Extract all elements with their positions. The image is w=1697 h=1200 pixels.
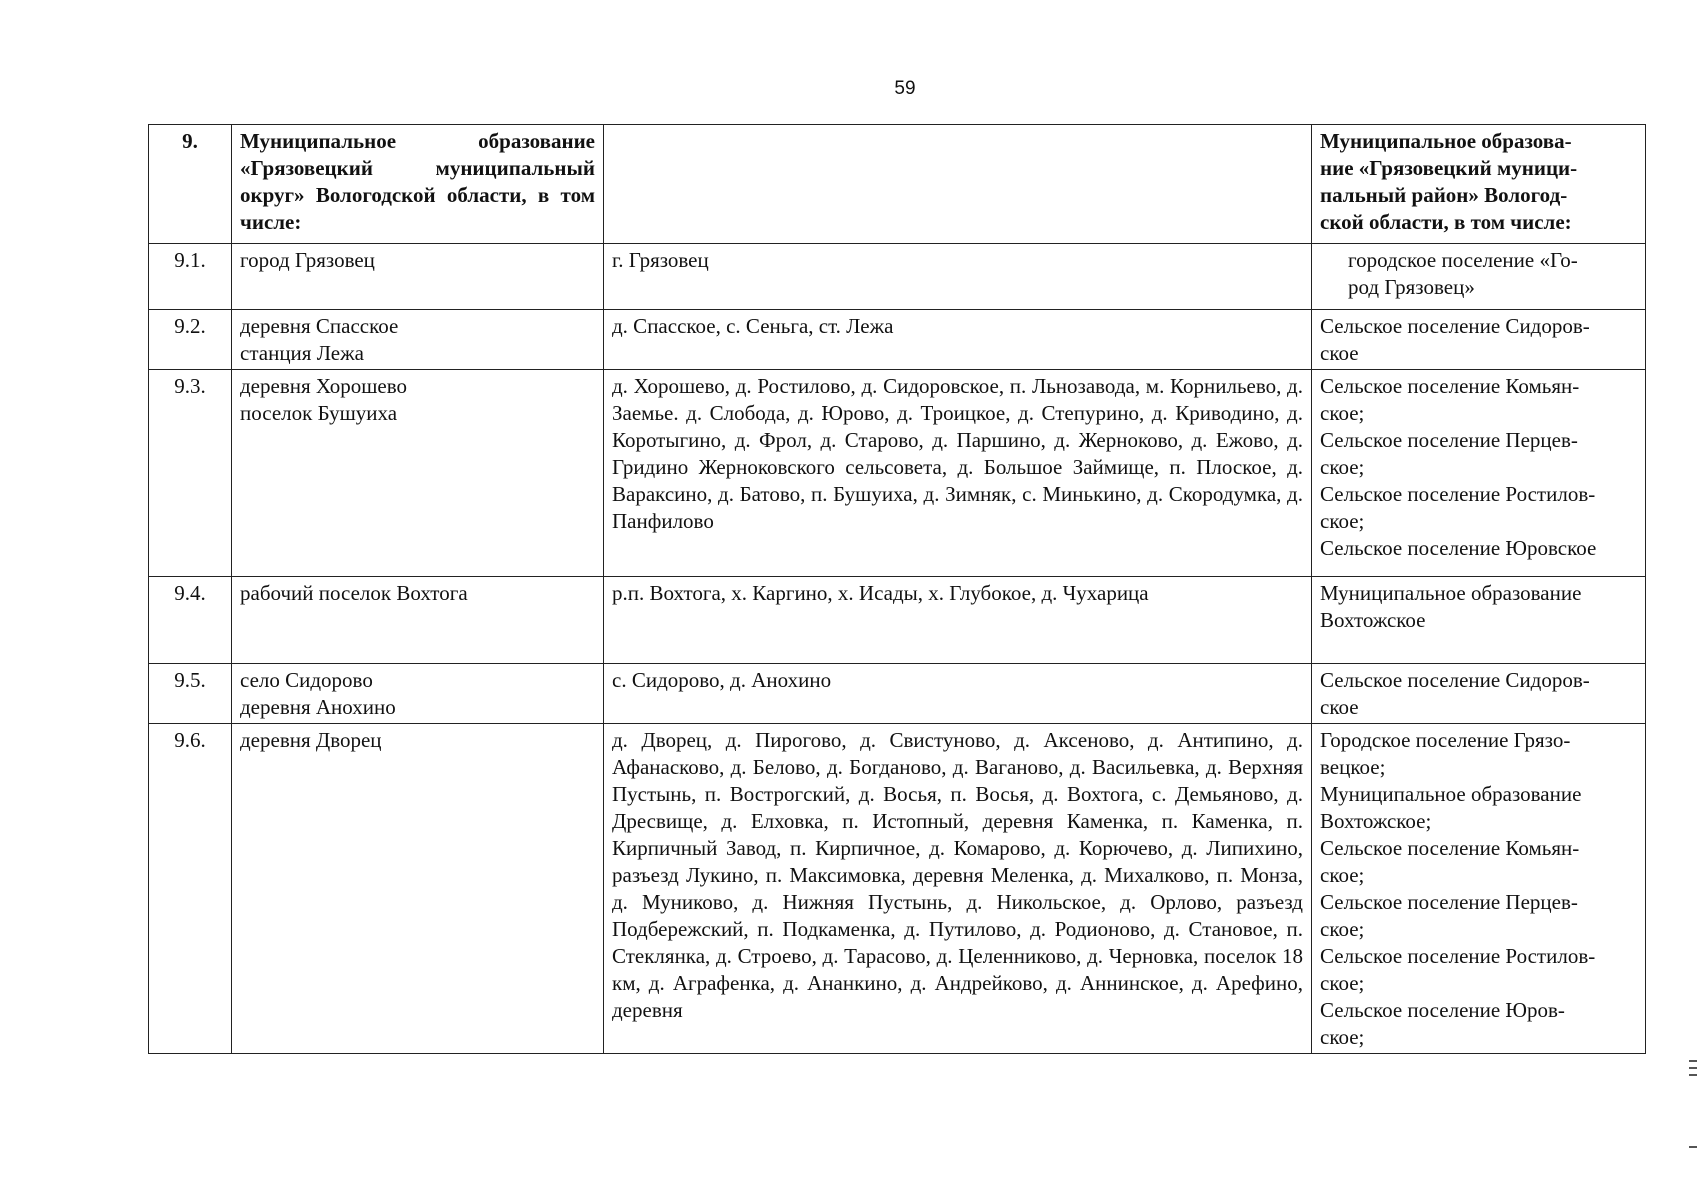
former-line: ское;	[1320, 455, 1365, 479]
former-municipality	[1312, 244, 1646, 310]
row-number: 9.6.	[149, 724, 232, 1054]
former-line: ское;	[1320, 401, 1365, 425]
former-line: Вохтожское	[1320, 608, 1426, 632]
former-line: Сельское поселение Перцев-	[1320, 890, 1578, 914]
former-line: ское	[1320, 695, 1359, 719]
former-municipality	[1312, 125, 1646, 244]
former-line: ской области, в том числе:	[1320, 210, 1572, 234]
former-line: ское;	[1320, 509, 1365, 533]
former-line: Сельское поселение Сидоров-	[1320, 668, 1590, 692]
table-row	[149, 664, 1646, 724]
row-number: 9.5.	[149, 664, 232, 724]
municipal-unit-name	[232, 724, 604, 1054]
former-line: Сельское поселение Комьян-	[1320, 374, 1580, 398]
settlements-list: д. Хорошево, д. Ростилово, д. Сидоровское, п. Льнозавода, м. Корнильево, д. Заемье. д. Слобода, д. Юрово, д. Троицкое, д. Степурино, д. Криводино, д. Коротыгино, д. Фрол, д. Старово, д. Паршино, д. Жерноково, д. Ежово, д. Гридино Жерноковского сельсовета, д. Большое Займище, п. Плоское, д. Вараксино, д. Батово, п. Бушуиха, д. Зимняк, с. Минькино, д. Скородумка, д. Панфилово	[604, 370, 1312, 577]
former-line: Сельское поселение Перцев-	[1320, 428, 1578, 452]
former-line: ское	[1320, 341, 1359, 365]
former-municipality	[1312, 664, 1646, 724]
former-line: ское;	[1320, 1025, 1365, 1049]
name-line: город Грязовец	[240, 248, 375, 272]
former-municipality	[1312, 370, 1646, 577]
name-line: деревня Хорошево	[240, 374, 407, 398]
table-row	[149, 310, 1646, 370]
name-line: Муниципальное образование «Грязовецкий муниципальный округ» Вологодской области, в том числе:	[240, 129, 595, 234]
row-number: 9.2.	[149, 310, 232, 370]
former-line: Сельское поселение Юров-	[1320, 998, 1565, 1022]
former-line: Вохтожское;	[1320, 809, 1432, 833]
former-municipality	[1312, 310, 1646, 370]
name-line: станция Лежа	[240, 341, 364, 365]
municipal-unit-name	[232, 125, 604, 244]
table-row	[149, 370, 1646, 577]
name-line: деревня Спасское	[240, 314, 399, 338]
former-line: вецкое;	[1320, 755, 1386, 779]
former-line: ское;	[1320, 917, 1365, 941]
table-row	[149, 577, 1646, 664]
name-line: деревня Анохино	[240, 695, 396, 719]
settlements-list: д. Спасское, с. Сеньга, ст. Лежа	[604, 310, 1312, 370]
former-line: городское поселение «Го-	[1348, 248, 1578, 272]
former-line: пальный район» Вологод-	[1320, 183, 1568, 207]
name-line: село Сидорово	[240, 668, 373, 692]
page-number: 59	[894, 78, 916, 99]
table-row	[149, 244, 1646, 310]
scan-edge-marks	[1689, 1060, 1697, 1153]
table-row	[149, 724, 1646, 1054]
former-line: Сельское поселение Сидоров-	[1320, 314, 1590, 338]
settlements-list: р.п. Вохтога, х. Каргино, х. Исады, х. Глубокое, д. Чухарица	[604, 577, 1312, 664]
table-row	[149, 125, 1646, 244]
former-municipality	[1312, 724, 1646, 1054]
former-line: Сельское поселение Юровское	[1320, 536, 1597, 560]
former-line: Муниципальное образова-	[1320, 129, 1572, 153]
row-number: 9.1.	[149, 244, 232, 310]
former-line: род Грязовец»	[1348, 275, 1475, 299]
row-number: 9.3.	[149, 370, 232, 577]
former-line: Городское поселение Грязо-	[1320, 728, 1571, 752]
municipal-unit-name	[232, 310, 604, 370]
former-line: Сельское поселение Комьян-	[1320, 836, 1580, 860]
former-line: Сельское поселение Ростилов-	[1320, 944, 1596, 968]
former-line: ское;	[1320, 971, 1365, 995]
former-line: ние «Грязовецкий муници-	[1320, 156, 1578, 180]
settlements-list: д. Дворец, д. Пирогово, д. Свистуново, д. Аксеново, д. Антипино, д. Афанасково, д. Белово, д. Богданово, д. Ваганово, д. Васильевка, д. Верхняя Пустынь, п. Вострогский, д. Восья, п. Восья, д. Вохтога, с. Демьяново, д. Дресвище, д. Елховка, п. Истопный, деревня Каменка, п. Каменка, п. Кирпичный Завод, п. Кирпичное, д. Комарово, д. Корючево, д. Липихино, разъезд Лукино, п. Максимовка, деревня Меленка, д. Михалково, п. Монза, д. Муниково, д. Нижняя Пустынь, д. Никольское, д. Орлово, разъезд Подбережский, п. Подкаменка, д. Путилово, д. Родионово, д. Становое, п. Стеклянка, д. Строево, д. Тарасово, д. Целенниково, д. Черновка, поселок 18 км, д. Аграфенка, д. Ананкино, д. Андрейково, д. Аннинское, д. Арефино, деревня	[604, 724, 1312, 1054]
name-line: рабочий поселок Вохтога	[240, 581, 468, 605]
settlements-list: г. Грязовец	[604, 244, 1312, 310]
former-line: Муниципальное образование	[1320, 782, 1582, 806]
former-line: ское;	[1320, 863, 1365, 887]
municipal-unit-name	[232, 370, 604, 577]
former-line: Сельское поселение Ростилов-	[1320, 482, 1596, 506]
row-number: 9.4.	[149, 577, 232, 664]
former-municipality	[1312, 577, 1646, 664]
municipal-unit-name	[232, 664, 604, 724]
settlements-list	[604, 125, 1312, 244]
municipal-unit-name	[232, 244, 604, 310]
settlements-table	[148, 124, 1646, 1054]
former-line: Муниципальное образование	[1320, 581, 1582, 605]
settlements-list: с. Сидорово, д. Анохино	[604, 664, 1312, 724]
municipal-unit-name	[232, 577, 604, 664]
name-line: поселок Бушуиха	[240, 401, 398, 425]
row-number: 9.	[149, 125, 232, 244]
name-line: деревня Дворец	[240, 728, 382, 752]
